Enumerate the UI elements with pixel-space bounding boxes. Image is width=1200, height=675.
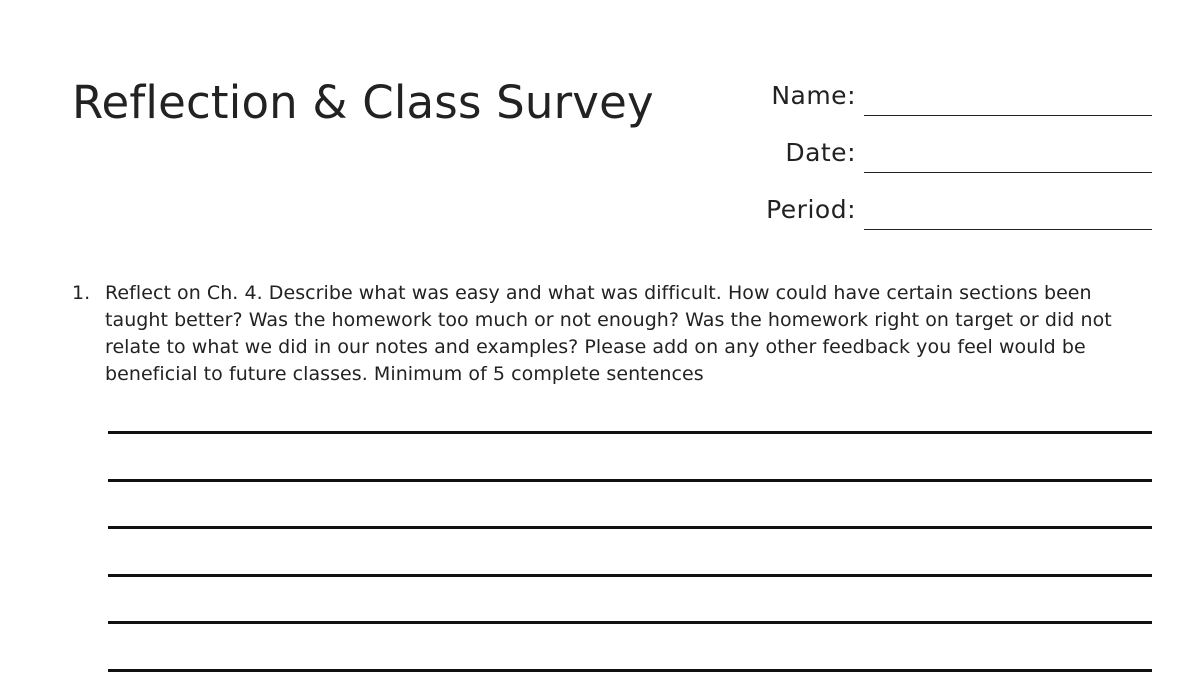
question-number: 1. [72,282,91,304]
page-title: Reflection & Class Survey [72,76,654,129]
answer-line[interactable] [108,621,1152,624]
answer-line[interactable] [108,574,1152,577]
student-info-fields [700,76,1152,247]
name-blank-line[interactable] [864,115,1152,116]
answer-line[interactable] [108,526,1152,529]
period-label: Period: [766,195,856,224]
answer-line[interactable] [108,431,1152,434]
date-field-row [700,133,1152,190]
date-blank-line[interactable] [864,172,1152,173]
answer-line[interactable] [108,669,1152,672]
period-blank-line[interactable] [864,229,1152,230]
name-label: Name: [771,81,856,110]
question-text: Reflect on Ch. 4. Describe what was easy and what was difficult. How could have certain sections been taught better? Was the homework too much or not enough? Was the homework right on target or did not relate to what we did in our notes and examples? Please add on any other feedback you feel would be beneficial to future classes. Minimum of 5 complete sentences [105,282,1112,385]
answer-line[interactable] [108,479,1152,482]
period-field-row [700,190,1152,247]
date-label: Date: [785,138,856,167]
name-field-row [700,76,1152,133]
